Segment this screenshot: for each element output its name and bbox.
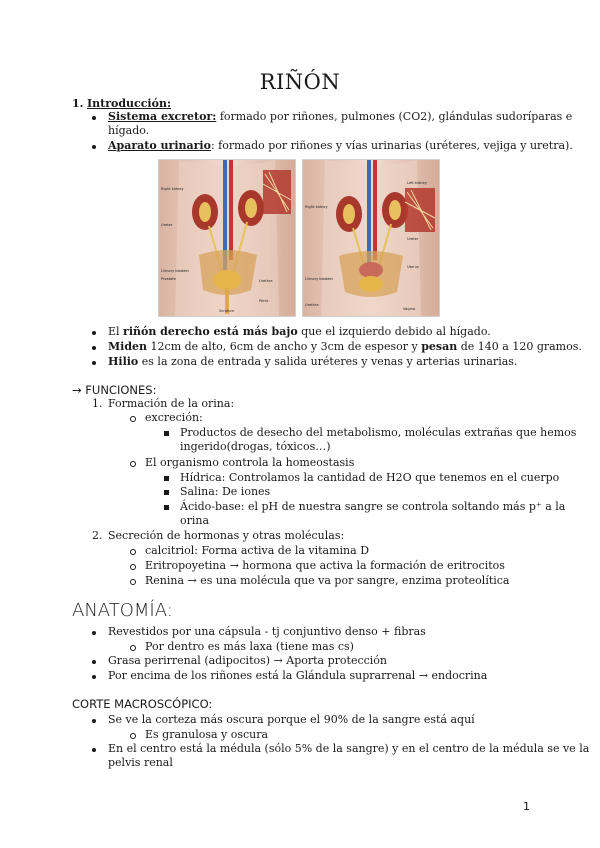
anatomy-female-image: [303, 160, 439, 316]
bullet-dot: [92, 748, 96, 752]
bullet-circle: [130, 733, 136, 739]
page-number: 1: [523, 800, 530, 813]
fact-rinon-derecho: [108, 325, 491, 339]
intro-b1-text-cont: hígado.: [108, 124, 150, 137]
bullet-dot: [92, 675, 96, 679]
fact-2-b: 12cm de alto, 6cm de ancho y 3cm de espesor y: [147, 340, 422, 353]
svg-text:Vagina: Vagina: [403, 307, 416, 311]
bullet-dot: [92, 145, 96, 149]
anatomy-male-image: [159, 160, 295, 316]
svg-text:Urethra: Urethra: [305, 303, 319, 307]
fact-1-bold: riñón derecho está más bajo: [123, 325, 298, 338]
bullet-dot: [92, 116, 96, 120]
corte-medula: En el centro está la médula (sólo 5% de la sangre) y en el centro de la médula se ve la: [108, 742, 590, 755]
anatomia-heading: ANATOMÍA:: [72, 600, 173, 621]
svg-text:Penis: Penis: [259, 299, 269, 303]
bullet-dot: [92, 719, 96, 723]
svg-text:Prostate: Prostate: [161, 277, 176, 281]
funciones-acido-base-cont: orina: [180, 514, 210, 527]
corte-corteza: Se ve la corteza más oscura porque el 90% de la sangre está aquí: [108, 713, 475, 726]
bullet-circle: [130, 549, 136, 555]
bullet-circle: [130, 416, 136, 422]
bullet-dot: [92, 660, 96, 664]
term-aparato-urinario: Aparato urinario: [108, 139, 211, 152]
svg-text:Ureter: Ureter: [407, 237, 419, 241]
fact-2-d: de 140 a 120 gramos.: [457, 340, 582, 353]
fact-3-bold: Hilio: [108, 355, 139, 368]
anatomia-suprarrenal: Por encima de los riñones está la Glándula suprarrenal → endocrina: [108, 669, 488, 682]
funciones-excrecion-detail-cont: ingerido(drogas, tóxicos…): [180, 440, 331, 453]
urinary-system-female-illustration: [302, 159, 440, 317]
svg-text:Urethra: Urethra: [259, 279, 273, 283]
bullet-square: [164, 490, 169, 495]
funciones-eritropoyetina: Eritropoyetina → hormona que activa la formación de eritrocitos: [145, 559, 505, 572]
intro-bullet-sistema-excretor: [108, 110, 572, 124]
urinary-system-male-illustration: [158, 159, 296, 317]
intro-b1-text: formado por riñones, pulmones (CO2), glándulas sudoríparas e: [216, 110, 573, 123]
svg-text:Ureter: Ureter: [161, 223, 173, 227]
bullet-circle: [130, 461, 136, 467]
intro-heading-number: 1.: [72, 97, 84, 110]
svg-text:Right kidney: Right kidney: [305, 205, 328, 209]
funciones-heading: → FUNCIONES:: [72, 383, 157, 397]
svg-text:Left kidney: Left kidney: [407, 181, 427, 185]
bullet-dot: [92, 631, 96, 635]
anatomia-capsula: Revestidos por una cápsula - tj conjuntivo denso + fibras: [108, 625, 426, 638]
svg-text:Right kidney: Right kidney: [161, 187, 184, 191]
bullet-square: [164, 476, 169, 481]
anatomia-capsula-detail: Por dentro es más laxa (tiene mas cs): [145, 640, 354, 653]
funciones-homeostasis: El organismo controla la homeostasis: [145, 456, 355, 469]
bullet-dot: [92, 361, 96, 365]
fact-miden: [108, 340, 582, 354]
fact-2-bold-pesan: pesan: [421, 340, 458, 353]
funciones-acido-base: Ácido-base: el pH de nuestra sangre se controla soltando más p⁺ a la: [180, 500, 566, 513]
intro-heading-text: Introducción:: [86, 97, 171, 110]
funciones-item-2: Secreción de hormonas y otras moléculas:: [108, 529, 345, 542]
svg-text:Uterus: Uterus: [407, 265, 419, 269]
bullet-dot: [92, 331, 96, 335]
funciones-item-1: Formación de la orina:: [108, 397, 235, 410]
svg-text:Urinary bladder: Urinary bladder: [305, 277, 334, 281]
funciones-excrecion: excreción:: [145, 411, 203, 424]
list-number: 2.: [92, 529, 103, 542]
intro-b2-text: : formado por riñones y vías urinarias (uréteres, vejiga y uretra).: [210, 139, 573, 152]
funciones-hidrica: Hídrica: Controlamos la cantidad de H2O que tenemos en el cuerpo: [180, 471, 560, 484]
anatomia-grasa: Grasa perirrenal (adipocitos) → Aporta protección: [108, 654, 387, 667]
funciones-salina: Salina: De iones: [180, 485, 271, 498]
corte-heading: CORTE MACROSCÓPICO:: [72, 697, 213, 711]
bullet-circle: [130, 564, 136, 570]
fact-1-a: El: [108, 325, 124, 338]
funciones-excrecion-detail: Productos de desecho del metabolismo, moléculas extrañas que hemos: [180, 426, 577, 439]
fact-hilio: [108, 355, 517, 369]
term-sistema-excretor: Sistema excretor:: [108, 110, 217, 123]
funciones-renina: Renina → es una molécula que va por sangre, enzima proteolítica: [145, 574, 510, 587]
corte-corteza-detail: Es granulosa y oscura: [145, 728, 269, 741]
intro-bullet-aparato-urinario: [108, 139, 573, 153]
funciones-calcitriol: calcitriol: Forma activa de la vitamina D: [145, 544, 370, 557]
list-number: 1.: [92, 397, 103, 410]
page-title: RIÑÓN: [259, 70, 341, 94]
bullet-dot: [92, 346, 96, 350]
svg-text:Urinary bladder: Urinary bladder: [161, 269, 190, 273]
intro-heading: [72, 97, 171, 111]
fact-1-c: que el izquierdo debido al hígado.: [297, 325, 491, 338]
bullet-circle: [130, 645, 136, 651]
fact-3-b: es la zona de entrada y salida uréteres y venas y arterias urinarias.: [138, 355, 518, 368]
bullet-square: [164, 505, 169, 510]
fact-2-bold-miden: Miden: [108, 340, 148, 353]
bullet-circle: [130, 579, 136, 585]
svg-text:Scrotum: Scrotum: [219, 309, 235, 313]
corte-medula-cont: pelvis renal: [108, 756, 173, 769]
bullet-square: [164, 431, 169, 436]
